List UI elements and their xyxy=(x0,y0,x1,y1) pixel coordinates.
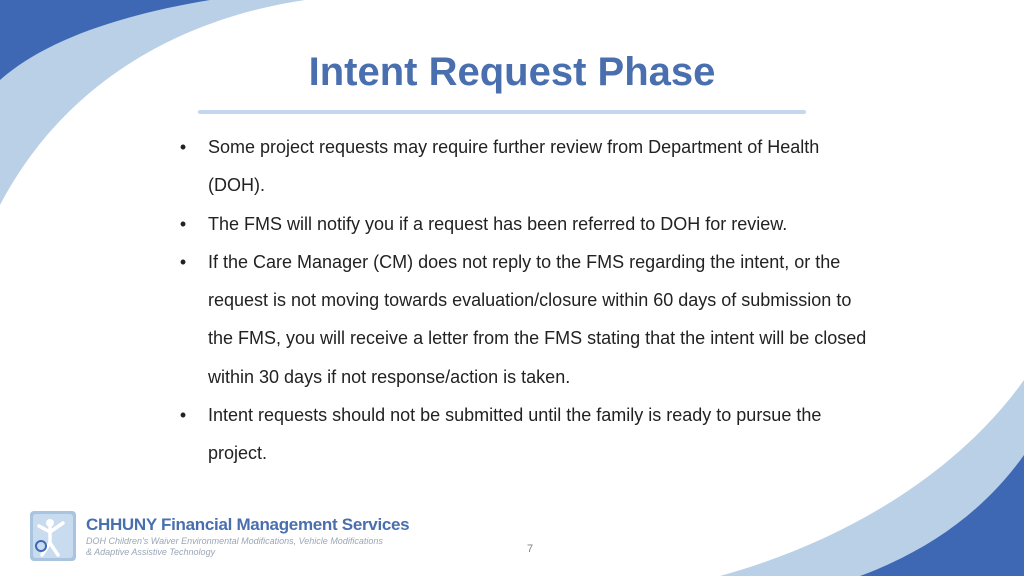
bullet-text: Intent requests should not be submitted until the family is ready to pursue the project. xyxy=(208,405,822,464)
bullet-item xyxy=(178,205,878,243)
org-tagline-line: DOH Children's Waiver Environmental Modifications, Vehicle Modifications xyxy=(86,536,383,546)
slide-title: Intent Request Phase xyxy=(308,50,716,94)
bullet-item xyxy=(178,396,878,473)
bullet-text: Some project requests may require further review from Department of Health (DOH). xyxy=(208,137,820,196)
bullet-item xyxy=(178,243,878,396)
org-tagline-line: & Adaptive Assistive Technology xyxy=(86,547,216,557)
page-number: 7 xyxy=(526,543,534,555)
bullet-glyph: • xyxy=(179,251,187,272)
bullet-item xyxy=(178,128,878,205)
bullet-glyph: • xyxy=(179,137,187,157)
bullet-list xyxy=(178,128,878,473)
bullet-glyph: • xyxy=(179,213,187,234)
title-underline xyxy=(198,110,806,114)
org-logo-icon xyxy=(30,511,76,561)
bullet-glyph: • xyxy=(179,405,187,426)
org-name: CHHUNY Financial Management Services xyxy=(86,515,410,534)
bullet-text: The FMS will notify you if a request has been referred to DOH for review. xyxy=(208,213,788,234)
bullet-text: If the Care Manager (CM) does not reply to the FMS regarding the intent, or the request is not moving towards evaluation/closure within 60 days of submission to the FMS, you will receive a letter from the FMS stating that the intent will be closed within 30 days if not response/action is taken. xyxy=(208,251,867,387)
org-tagline xyxy=(86,536,406,558)
